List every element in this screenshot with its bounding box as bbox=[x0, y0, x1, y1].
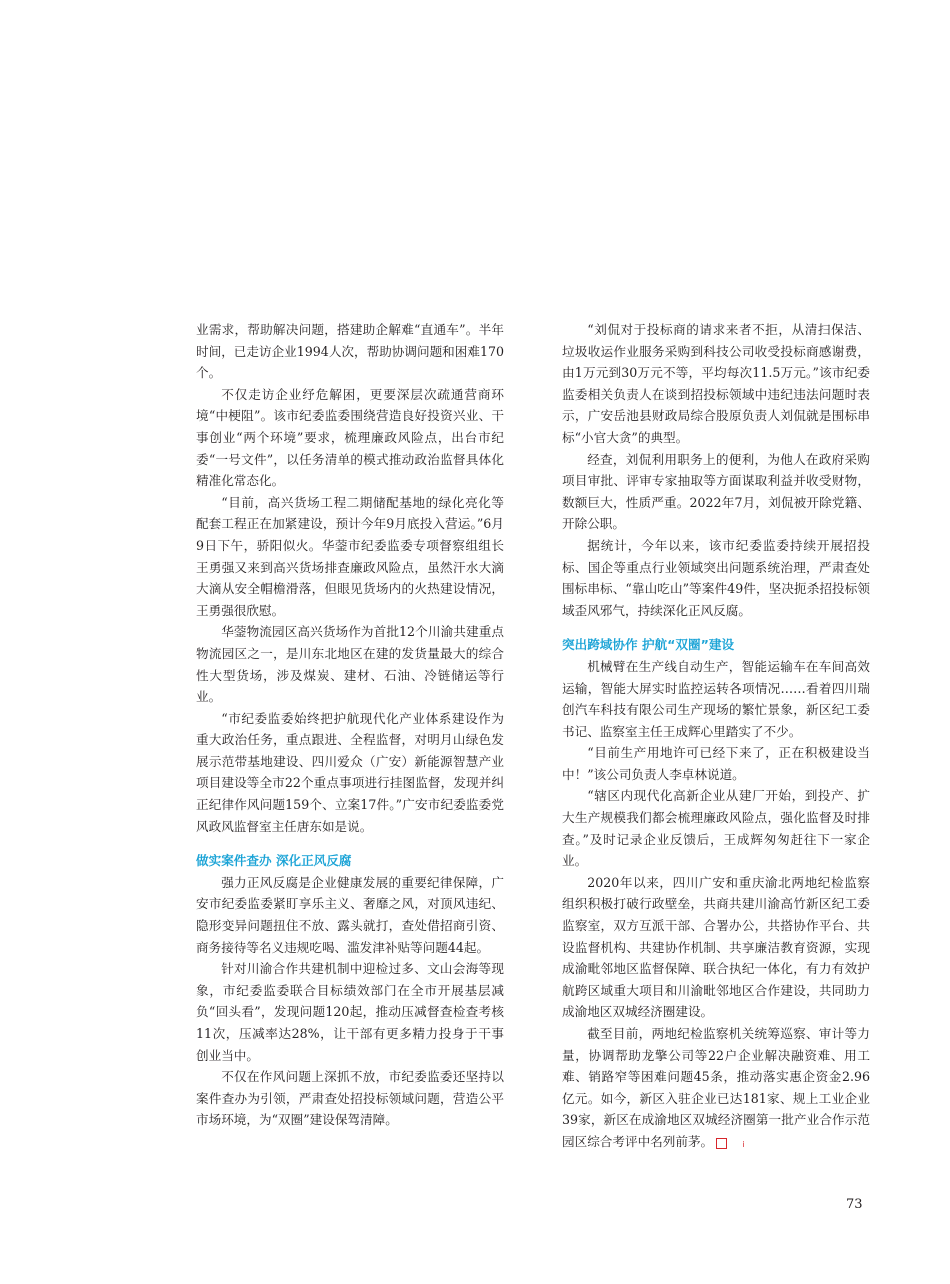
left-column bbox=[196, 319, 504, 1131]
paragraph: 2020年以来，四川广安和重庆渝北两地纪检监察组织积极打破行政壁垒，共商共建川渝高竹新区纪工委监察室，双方互派干部、合署办公，共搭协作平台、共设监督机构、共建协作机制、共享廉洁教育资源，实现成渝毗邻地区监督保障、联合执纪一体化，有力有效护航跨区域重大项目和川渝毗邻地区合作建设，共同助力成渝地区双城经济圈建设。 bbox=[562, 874, 870, 1020]
section-heading: 做实案件查办 深化正风反腐 bbox=[196, 853, 352, 869]
paragraph: 机械臂在生产线自动生产，智能运输车在车间高效运输，智能大屏实时监控运转各项情况……看着四川瑞创汽车科技有限公司生产现场的繁忙景象，新区纪工委书记、监察室主任王成辉心里踏实了不少。 bbox=[562, 658, 870, 739]
paragraph: 强力正风反腐是企业健康发展的重要纪律保障，广安市纪委监委紧盯享乐主义、奢靡之风，对顶风违纪、隐形变异问题扭住不放、露头就打，查处借招商引资、商务接待等名义违规吃喝、滥发津补贴等问题44起。 bbox=[196, 874, 504, 955]
page-number: 73 bbox=[846, 1197, 863, 1212]
end-mark-icon: i bbox=[716, 1138, 727, 1149]
paragraph: 经查，刘侃利用职务上的便利，为他人在政府采购项目审批、评审专家抽取等方面谋取利益并收受财物，数额巨大，性质严重。2022年7月，刘侃被开除党籍、开除公职。 bbox=[562, 451, 870, 532]
section-heading: 突出跨域协作 护航“双圈”建设 bbox=[562, 637, 735, 653]
paragraph: “目前，高兴货场工程二期储配基地的绿化亮化等配套工程正在加紧建设，预计今年9月底投入营运。”6月9日下午，骄阳似火。华蓥市纪委监委专项督察组组长王勇强又来到高兴货场排查廉政风险点，虽然汗水大滴大滴从安全帽檐滑落，但眼见货场内的火热建设情况，王勇强很欣慰。 bbox=[196, 494, 504, 618]
paragraph: “刘侃对于投标商的请求来者不拒，从清扫保洁、垃圾收运作业服务采购到科技公司收受投标商感谢费，由1万元到30万元不等，平均每次11.5万元。”该市纪委监委相关负责人在谈到招投标领域中违纪违法问题时表示，广安岳池县财政局综合股原负责人刘侃就是围标串标“小官大贪”的典型。 bbox=[562, 322, 870, 445]
right-column bbox=[562, 319, 870, 1153]
last-paragraph bbox=[562, 1023, 870, 1153]
paragraph: “辖区内现代化高新企业从建厂开始，到投产、扩大生产规模我们都会梳理廉政风险点，强化监督及时排查。”及时记录企业反馈后，王成辉匆匆赶往下一家企业。 bbox=[562, 788, 870, 869]
paragraph: 据统计，今年以来，该市纪委监委持续开展招投标、国企等重点行业领域突出问题系统治理，严肃查处围标串标、“靠山吃山”等案件49件，坚决扼杀招投标领域歪风邪气，持续深化正风反腐。 bbox=[562, 537, 870, 618]
paragraph-text: 截至目前，两地纪检监察机关统筹巡察、审计等力量，协调帮助龙擎公司等22户企业解决融资难、用工难、销路窄等困难问题45条，推动落实惠企资金2.96亿元。如今，新区入驻企业已达181家、规上工业企业39家，新区在成渝地区双城经济圈第一批产业合作示范园区综合考评中名列前茅。 bbox=[562, 1026, 870, 1149]
paragraph: “市纪委监委始终把护航现代化产业体系建设作为重大政治任务，重点跟进、全程监督，对明月山绿色发展示范带基地建设、四川爱众（广安）新能源智慧产业项目建设等全市22个重点事项进行挂图监督，发现并纠正纪律作风问题159个、立案17件。”广安市纪委监委党风政风监督室主任唐东如是说。 bbox=[196, 710, 504, 834]
paragraph: 业需求，帮助解决问题，搭建助企解难“直通车”。半年时间，已走访企业1994人次，帮助协调问题和困难170个。 bbox=[196, 322, 504, 381]
paragraph: 不仅走访企业纾危解困，更要深层次疏通营商环境“中梗阻”。该市纪委监委围绕营造良好投资兴业、干事创业“两个环境”要求，梳理廉政风险点，出台市纪委“一号文件”，以任务清单的模式推动政治监督具体化精准化常态化。 bbox=[196, 386, 504, 489]
paragraph: 华蓥物流园区高兴货场作为首批12个川渝共建重点物流园区之一，是川东北地区在建的发货量最大的综合性大型货场，涉及煤炭、建材、石油、冷链储运等行业。 bbox=[196, 624, 504, 705]
paragraph: 针对川渝合作共建机制中迎检过多、文山会海等现象，市纪委监委联合目标绩效部门在全市开展基层减负“回头看”，发现问题120起，推动压减督查检查考核11次，压减率达28%，让干部有更多精力投身于干事创业当中。 bbox=[196, 961, 504, 1063]
paragraph: “目前生产用地许可已经下来了，正在积极建设当中！”该公司负责人李卓林说道。 bbox=[562, 745, 870, 782]
paragraph: 不仅在作风问题上深抓不放，市纪委监委还坚持以案件查办为引领，严肃查处招投标领域问题，营造公平市场环境，为“双圈”建设保驾清障。 bbox=[196, 1069, 504, 1128]
